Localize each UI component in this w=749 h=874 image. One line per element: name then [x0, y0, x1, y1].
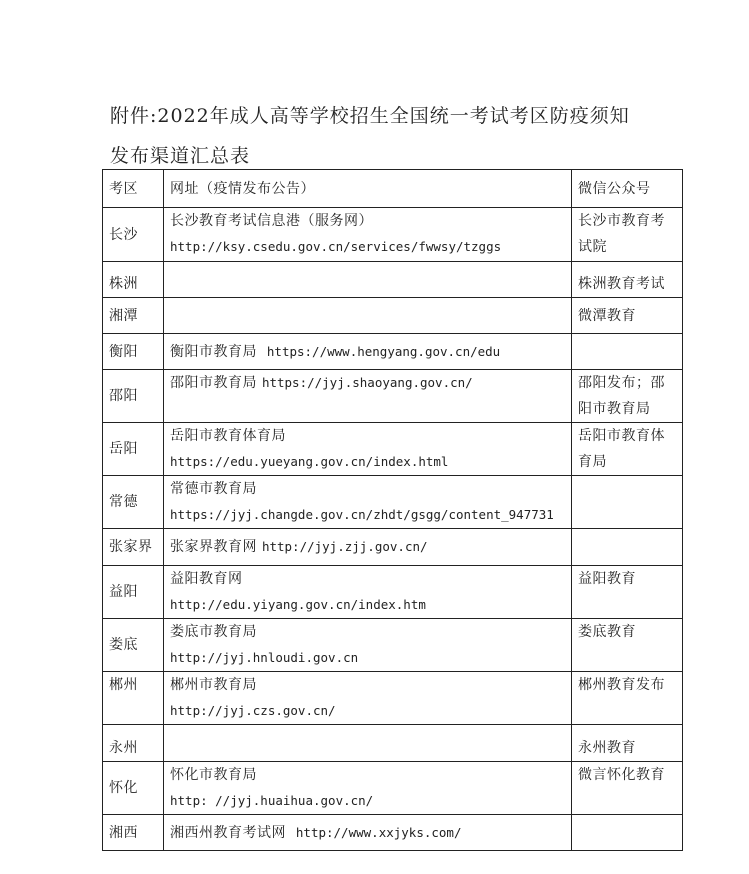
wechat-cell: 微言怀化教育 — [572, 762, 683, 815]
wechat-cell: 岳阳市教育体育局 — [572, 423, 683, 476]
header-area: 考区 — [103, 170, 164, 208]
area-cell: 长沙 — [103, 208, 164, 262]
site-url[interactable]: https://jyj.shaoyang.gov.cn/ — [261, 375, 473, 390]
site-url[interactable]: http://jyj.czs.gov.cn/ — [170, 703, 336, 718]
table-row — [103, 815, 683, 851]
site-cell — [164, 334, 572, 370]
site-name: 娄底市教育局 — [170, 624, 257, 640]
title-line-2: 发布渠道汇总表 — [110, 145, 251, 167]
wechat-cell: 邵阳发布；邵阳市教育局 — [572, 370, 683, 423]
area-cell: 邵阳 — [103, 370, 164, 423]
wechat-cell: 株洲教育考试 — [572, 262, 683, 298]
site-cell — [164, 423, 572, 476]
site-name: 邵阳市教育局 — [170, 375, 257, 391]
site-name: 常德市教育局 — [170, 481, 257, 497]
site-cell — [164, 476, 572, 529]
header-wechat: 微信公众号 — [572, 170, 683, 208]
site-url[interactable]: http://edu.yiyang.gov.cn/index.htm — [170, 597, 426, 612]
site-url[interactable]: http: //jyj.huaihua.gov.cn/ — [170, 793, 374, 808]
site-name: 益阳教育网 — [170, 571, 243, 587]
site-cell — [164, 529, 572, 566]
site-url[interactable]: http://ksy.csedu.gov.cn/services/fwwsy/tzggs — [170, 239, 502, 254]
site-name: 张家界教育网 — [170, 539, 257, 555]
site-url[interactable]: https://www.hengyang.gov.cn/edu — [266, 343, 501, 359]
wechat-cell — [572, 476, 683, 529]
table-row — [103, 566, 683, 619]
table-row — [103, 529, 683, 566]
area-cell: 衡阳 — [103, 334, 164, 370]
area-cell: 怀化 — [103, 762, 164, 815]
table-row — [103, 298, 683, 334]
site-name: 长沙教育考试信息港（服务网） — [170, 213, 373, 229]
table-row — [103, 725, 683, 762]
area-cell: 湘西 — [103, 815, 164, 851]
wechat-cell: 永州教育 — [572, 725, 683, 762]
area-cell: 株洲 — [103, 262, 164, 298]
site-url[interactable]: http://www.xxjyks.com/ — [295, 824, 462, 840]
site-name: 湘西州教育考试网 — [170, 824, 286, 841]
site-name: 郴州市教育局 — [170, 677, 257, 693]
site-cell — [164, 370, 572, 423]
header-site: 网址（疫情发布公告） — [164, 170, 572, 208]
site-cell — [164, 725, 572, 762]
table-row — [103, 334, 683, 370]
site-cell — [164, 262, 572, 298]
wechat-cell — [572, 529, 683, 566]
wechat-cell: 微潭教育 — [572, 298, 683, 334]
table-row — [103, 762, 683, 815]
table-row — [103, 619, 683, 672]
wechat-cell: 益阳教育 — [572, 566, 683, 619]
wechat-cell — [572, 815, 683, 851]
site-cell — [164, 672, 572, 725]
site-url[interactable]: https://edu.yueyang.gov.cn/index.html — [170, 454, 449, 469]
area-cell: 岳阳 — [103, 423, 164, 476]
site-cell — [164, 815, 572, 851]
site-url[interactable]: http://jyj.hnloudi.gov.cn — [170, 650, 359, 665]
site-url[interactable]: http://jyj.zjj.gov.cn/ — [261, 539, 428, 554]
area-cell: 益阳 — [103, 566, 164, 619]
area-cell: 娄底 — [103, 619, 164, 672]
wechat-cell: 长沙市教育考试院 — [572, 208, 683, 262]
site-cell — [164, 298, 572, 334]
table-header-row — [103, 170, 683, 208]
wechat-cell — [572, 334, 683, 370]
area-cell: 常德 — [103, 476, 164, 529]
wechat-cell: 郴州教育发布 — [572, 672, 683, 725]
site-cell — [164, 208, 572, 262]
table-row — [103, 370, 683, 423]
page-title — [110, 96, 670, 176]
site-name: 衡阳市教育局 — [170, 343, 257, 360]
exam-area-table — [102, 169, 683, 851]
table-row — [103, 672, 683, 725]
area-cell: 永州 — [103, 725, 164, 762]
site-cell — [164, 619, 572, 672]
site-name: 岳阳市教育体育局 — [170, 428, 286, 444]
site-url[interactable]: https://jyj.changde.gov.cn/zhdt/gsgg/content_947731 — [170, 507, 554, 522]
table-row — [103, 208, 683, 262]
table-row — [103, 476, 683, 529]
site-name: 怀化市教育局 — [170, 767, 257, 783]
table-row — [103, 262, 683, 298]
table-row — [103, 423, 683, 476]
site-cell — [164, 762, 572, 815]
area-cell: 湘潭 — [103, 298, 164, 334]
wechat-cell: 娄底教育 — [572, 619, 683, 672]
site-cell — [164, 566, 572, 619]
area-cell: 郴州 — [103, 672, 164, 725]
area-cell: 张家界 — [103, 529, 164, 566]
title-line-1: 附件:2022年成人高等学校招生全国统一考试考区防疫须知 — [110, 105, 630, 127]
